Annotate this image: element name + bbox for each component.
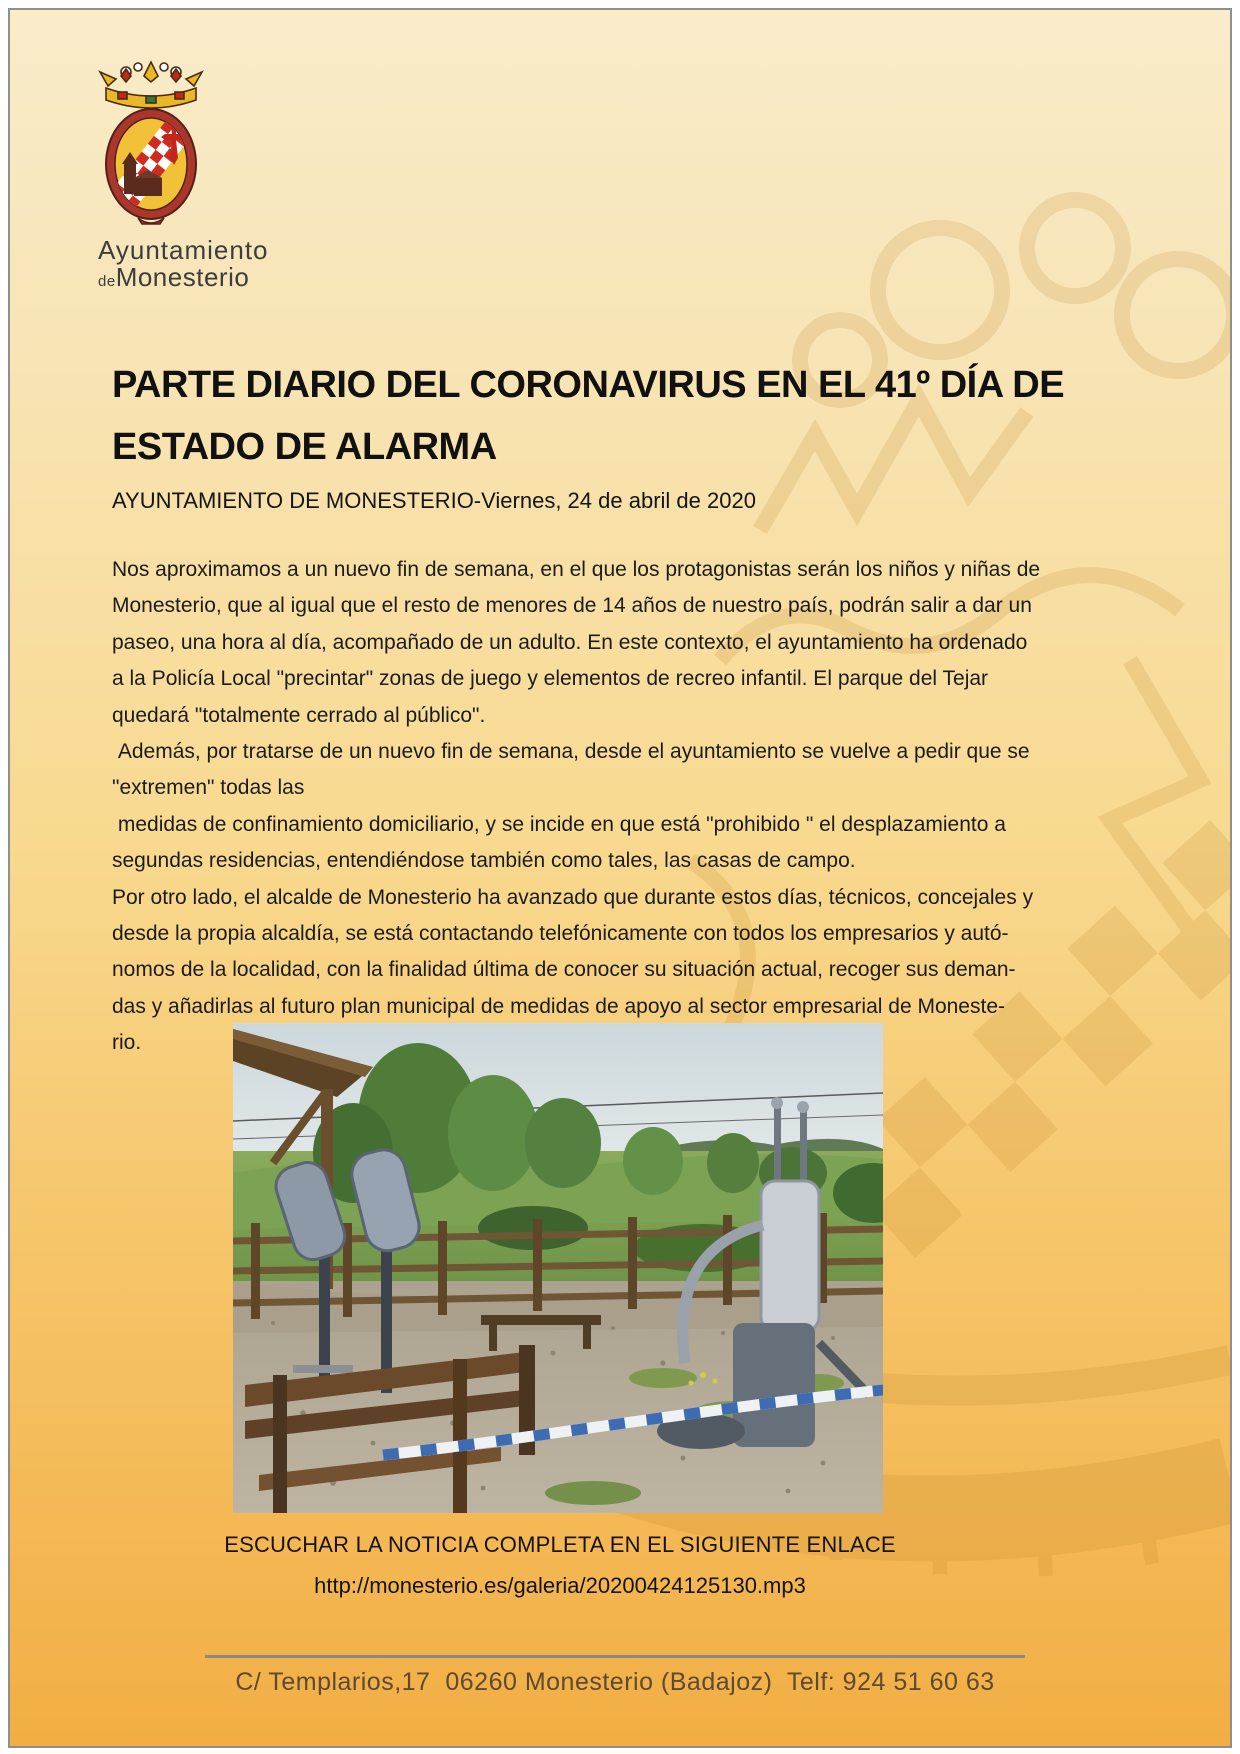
article-line: quedará "totalmente cerrado al público".: [112, 703, 486, 727]
article-line: Nos aproximamos a un nuevo fin de semana, en el que los protagonistas serán los niños y niñas de: [112, 558, 1041, 581]
title-block: [112, 354, 1162, 514]
article-line: medidas de confinamiento domiciliario, y se incide en que está "prohibido " el desplazamiento a: [112, 812, 1006, 836]
article-line: desde la propia alcaldía, se está contactando telefónicamente con todos los empresarios y autó-: [112, 922, 1009, 946]
article-line: segundas residencias, entendiéndose también como tales, las casas de campo.: [112, 849, 856, 873]
park-photo: [233, 1023, 883, 1513]
page-title-line2: ESTADO DE ALARMA: [112, 426, 497, 468]
page-title-line1: PARTE DIARIO DEL CORONAVIRUS EN EL 41º DÍA DE: [112, 364, 1065, 406]
logo-block: [88, 60, 348, 290]
article-line: paseo, una hora al día, acompañado de un adulto. En este contexto, el ayuntamiento ha ordenado: [112, 630, 1028, 654]
article-body: [112, 552, 1152, 1062]
article-line: a la Policía Local "precintar" zonas de juego y elementos de recreo infantil. El parque del Tejar: [112, 667, 989, 691]
coat-of-arms-logo: [88, 60, 214, 226]
crown: [100, 62, 202, 108]
audio-link[interactable]: http://monesterio.es/galeria/20200424125130.mp3: [314, 1573, 806, 1598]
article-line: rio.: [112, 1031, 142, 1055]
listen-label: ESCUCHAR LA NOTICIA COMPLETA EN EL SIGUIENTE ENLACE: [224, 1532, 896, 1557]
org-name-de: de: [98, 272, 116, 290]
shield: [99, 104, 203, 225]
link-section: [115, 1532, 1005, 1599]
article-line: Monesterio, que al igual que el resto de menores de 14 años de nuestro país, podrán salir a dar un: [112, 594, 1032, 618]
article-line: Además, por tratarse de un nuevo fin de semana, desde el ayuntamiento se vuelve a pedir que se: [112, 740, 1030, 764]
article-line: "extremen" todas las: [112, 776, 305, 800]
article-line: das y añadirlas al futuro plan municipal de medidas de apoyo al sector empresarial de Moneste-: [112, 994, 1005, 1018]
footer-divider: [205, 1655, 1025, 1658]
org-name-line1: Ayuntamiento: [98, 235, 269, 265]
org-name: [98, 237, 348, 290]
article-line: Por otro lado, el alcalde de Monesterio ha avanzado que durante estos días, técnicos, concejales y: [112, 885, 1034, 909]
org-name-town: Monesterio: [115, 261, 250, 292]
page-frame: [8, 8, 1232, 1748]
article-line: nomos de la localidad, con la finalidad última de conocer su situación actual, recoger sus deman-: [112, 958, 1016, 982]
org-name-line2: [98, 261, 348, 292]
footer-contact: C/ Templarios,17 06260 Monesterio (Badajoz) Telf: 924 51 60 63: [235, 1668, 995, 1696]
dateline: AYUNTAMIENTO DE MONESTERIO-Viernes, 24 de abril de 2020: [112, 488, 756, 513]
